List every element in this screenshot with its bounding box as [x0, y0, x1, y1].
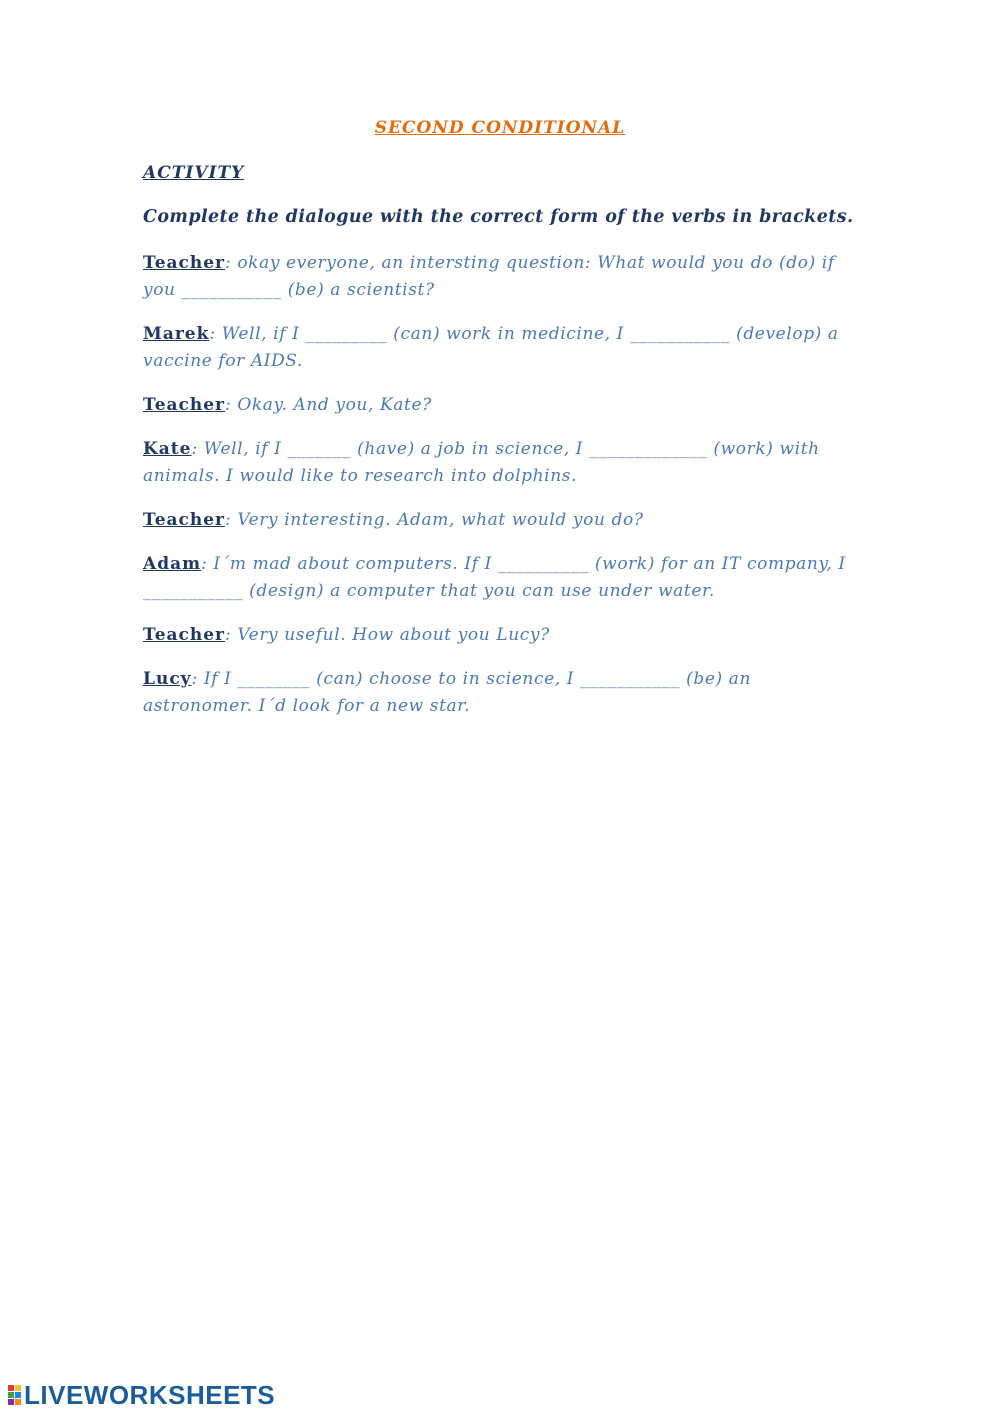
speaker-name: Teacher: [143, 625, 226, 645]
dialogue-line: [143, 622, 855, 649]
speaker-name: Lucy: [143, 669, 192, 689]
speech-text: : Very useful. How about you Lucy?: [225, 625, 550, 645]
liveworksheets-logo: [8, 1381, 275, 1409]
dialogue-line: [143, 321, 855, 375]
speech-text: : Very interesting. Adam, what would you do?: [225, 510, 644, 530]
speaker-name: Teacher: [143, 510, 226, 530]
speaker-name: Teacher: [143, 395, 226, 415]
dialogue-line: [143, 392, 855, 419]
dialogue-line: [143, 250, 855, 304]
logo-block: [15, 1385, 21, 1391]
speaker-name: Adam: [143, 554, 202, 574]
speech-text: : Okay. And you, Kate?: [225, 395, 432, 415]
logo-text: LIVEWORKSHEETS: [24, 1379, 276, 1410]
speech-text: : If I ________ (can) choose to in science, I ___________ (be) an astronomer. I´d look for a new star.: [143, 669, 752, 716]
speech-text: : I´m mad about computers. If I __________ (work) for an IT company, I ___________ (design) a computer that you can use under water.: [143, 554, 846, 601]
speaker-name: Kate: [143, 439, 192, 459]
logo-blocks-icon: [8, 1385, 21, 1405]
dialogue-line: [143, 551, 855, 605]
section-heading: ACTIVITY: [143, 163, 245, 183]
logo-block: [8, 1399, 14, 1405]
dialogue-line: [143, 507, 855, 534]
speech-text: : Well, if I _______ (have) a job in science, I _____________ (work) with animals. I would like to research into dolphins.: [143, 439, 820, 486]
speaker-name: Marek: [143, 324, 210, 344]
speaker-name: Teacher: [143, 253, 226, 273]
dialogue-line: [143, 666, 855, 720]
instruction-text: Complete the dialogue with the correct form of the verbs in brackets.: [143, 207, 854, 227]
dialogue-line: [143, 436, 855, 490]
logo-block: [8, 1392, 14, 1398]
dialogue: [143, 250, 855, 737]
speech-text: : Well, if I _________ (can) work in medicine, I ___________ (develop) a vaccine for AIDS.: [143, 324, 839, 371]
logo-block: [8, 1385, 14, 1391]
logo-block: [15, 1392, 21, 1398]
speech-text: : okay everyone, an intersting question: What would you do (do) if you ___________ (be) a scientist?: [143, 253, 835, 300]
worksheet-title: SECOND CONDITIONAL: [374, 118, 626, 138]
logo-block: [15, 1399, 21, 1405]
